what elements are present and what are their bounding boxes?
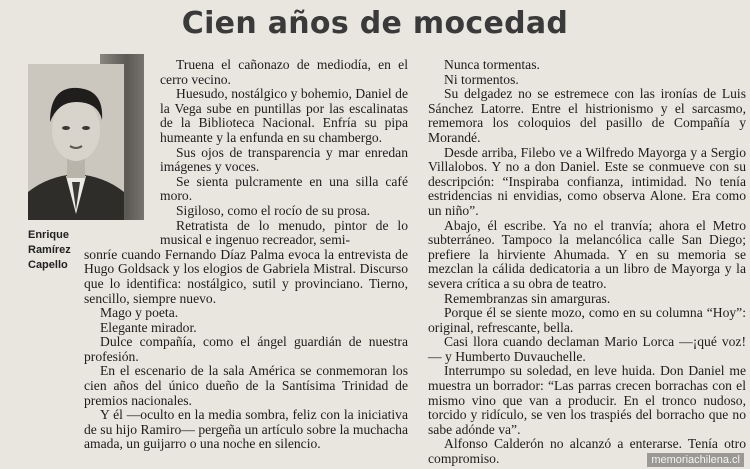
article-column-2 [428, 58, 746, 467]
paragraph: Sigiloso, como el rocío de su prosa. [176, 202, 371, 218]
paragraph: Porque él se siente mozo, como en su columna “Hoy”: original, refrescante, bella. [428, 305, 746, 335]
paragraph: Remembranzas sin amarguras. [444, 290, 611, 306]
paragraph: Interrumpo su soledad, en leve huida. Don Daniel me muestra un borrador: “Las parras crecen borrachas con el mismo vino que van a producir. En el tronco nudoso, torcido y ridículo, se ven los traspiés del borracho que no sabe adónde va”. [428, 363, 746, 437]
paragraph: Abajo, él escribe. Ya no el tranvía; ahora el Metro subterráneo. Tampoco la melancólica calle San Diego; prefiere la hirviente Ahumada. Y en su memoria se mezclan la cálida dedicatoria a un libro de Mayorga y la severa crítica a su obra de teatro. [428, 217, 746, 291]
paragraph: Ni tormentos. [444, 71, 519, 87]
paragraph: Alfonso Calderón no alcanzó a enterarse. Tenía otro compromiso. [428, 436, 746, 467]
caption-line: Ramírez [28, 244, 71, 256]
author-photo [28, 64, 124, 220]
paragraph: sonríe cuando Fernando Díaz Palma evoca la entrevista de Hugo Goldsack y los elogios de Gabriela Mistral. Discurso que lo identifica: nostálgico, sutil y provinciano. Tierno, sencillo, siempre nuevo. [84, 246, 408, 306]
caption-line: Capello [28, 259, 68, 271]
paragraph: Sus ojos de transparencia y mar enredan imágenes y voces. [160, 144, 408, 175]
photo-caption [28, 228, 88, 273]
paragraph: Mago y poeta. [100, 305, 179, 321]
paragraph: Desde arriba, Filebo ve a Wilfredo Mayorga y a Sergio Villalobos. Y no a don Daniel. Este se conmueve con su descripción: “Inspiraba confianza, intimidad. No tenía estridencias ni envidias, como observa Alone. Era como un niño”. [428, 144, 746, 218]
paragraph: Se sienta pulcramente en una silla café moro. [160, 173, 408, 204]
paragraph: Truena el cañonazo de mediodía, en el cerro vecino. [160, 57, 408, 87]
article-title: Cien años de mocedad [181, 6, 569, 41]
paragraph: Y él —oculto en la media sombra, feliz con la iniciativa de su hijo Ramiro— pergeña un artículo sobre la muchacha amada, un guijarro o una noche en silencio. [84, 407, 408, 452]
paragraph: Dulce compañía, como el ángel guardián de nuestra profesión. [84, 334, 408, 364]
article-column-1 [84, 57, 408, 452]
paragraph: Su delgadez no se estremece con las ironías de Luis Sánchez Latorre. Entre el histrionismo y el sarcasmo, rememora los coloquios del pasillo de Compañía y Morandé. [428, 86, 746, 145]
paragraph: Huesudo, nostálgico y bohemio, Daniel de la Vega sube en puntillas por las escalinatas de la Biblioteca Nacional. Enfría su pipa humeante y la enfunda en su chambergo. [160, 86, 408, 145]
paragraph: Elegante mirador. [100, 319, 197, 335]
paragraph: Retratista de lo menudo, pintor de lo musical e ingenuo recreador, semi- [160, 217, 408, 248]
caption-line: Enrique [28, 229, 69, 241]
paragraph: En el escenario de la sala América se conmemoran los cien años del único dueño de la Santísima Trinidad de premios nacionales. [84, 363, 408, 408]
paragraph: Nunca tormentas. [444, 57, 540, 72]
watermark: memoriachilena.cl [647, 453, 744, 467]
paragraph: Casi llora cuando declaman Mario Lorca —¡qué voz!— y Humberto Duvauchelle. [428, 334, 746, 364]
portrait-image [28, 64, 124, 220]
